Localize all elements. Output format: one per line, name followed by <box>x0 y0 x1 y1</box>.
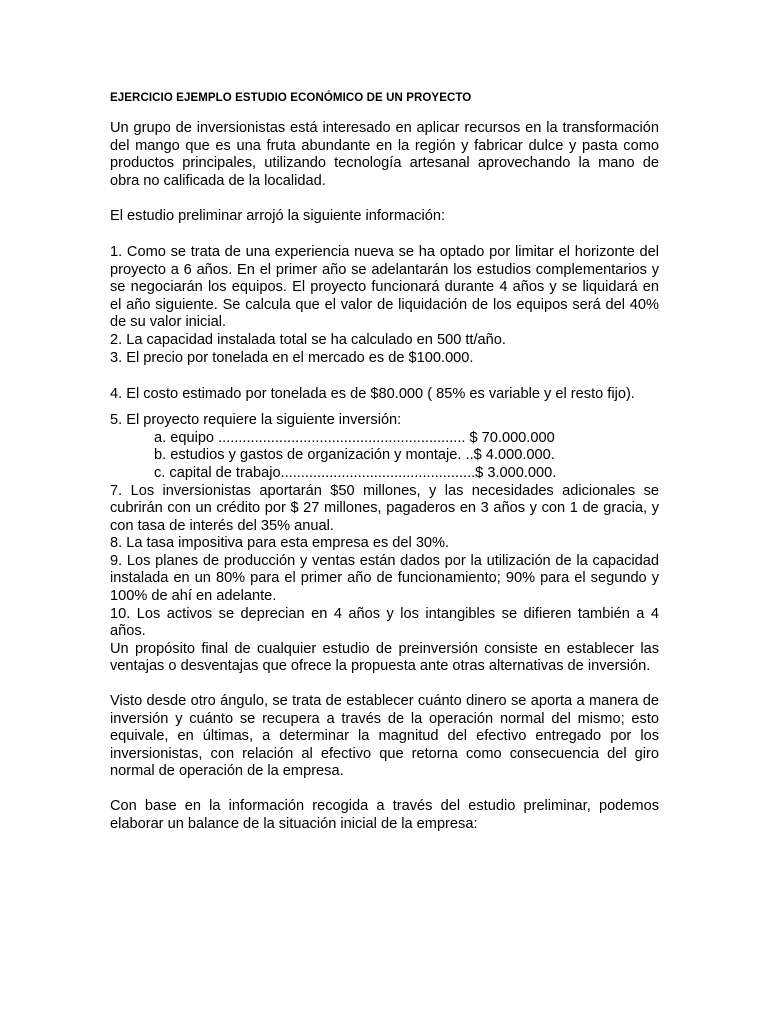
item-8: 8. La tasa impositiva para esta empresa es del 30%. <box>110 535 450 552</box>
investment-equipo: a. equipo ............................................................. $ 70.000.000 <box>154 429 555 446</box>
investment-capital: c. capital de trabajo................................................$ 3.000.000. <box>154 464 557 481</box>
angle-paragraph: Visto desde otro ángulo, se trata de establecer cuánto dinero se aporta a manera de inversión y cuánto se recupera a través de la operación normal del mismo; esto equivale, en últimas, a determinar la magnitud del efectivo entregado por los inversionistas, con relación al efectivo que retorna como consecuencia del giro normal de operación de la empresa. <box>110 693 659 780</box>
item-5: 5. El proyecto requiere la siguiente inversión: <box>110 412 402 429</box>
investment-estudios: b. estudios y gastos de organización y montaje. ..$ 4.000.000. <box>154 447 555 464</box>
preliminary-paragraph: El estudio preliminar arrojó la siguiente información: <box>110 208 446 225</box>
document-page <box>110 92 659 833</box>
document-title: EJERCICIO EJEMPLO ESTUDIO ECONÓMICO DE UN PROYECTO <box>110 92 472 104</box>
closing-paragraph: Con base en la información recogida a través del estudio preliminar, podemos elaborar un balance de la situación inicial de la empresa: <box>110 798 659 832</box>
item-4: 4. El costo estimado por tonelada es de $80.000 ( 85% es variable y el resto fijo). <box>110 386 635 403</box>
purpose-paragraph: Un propósito final de cualquier estudio de preinversión consiste en establecer las ventajas o desventajas que ofrece la propuesta ante otras alternativas de inversión. <box>110 640 659 675</box>
item-7: 7. Los inversionistas aportarán $50 millones, y las necesidades adicionales se cubrirán con un crédito por $ 27 millones, pagaderos en 3 años y con 1 de gracia, y con tasa de interés del 35% anual. <box>110 482 659 534</box>
item-1: 1. Como se trata de una experiencia nueva se ha optado por limitar el horizonte del proyecto a 6 años. En el primer año se adelantarán los estudios complementarios y se negociarán los equipos. El proyecto funcionará durante 4 años y se liquidará en el año siguiente. Se calcula que el valor de liquidación de los equipos será del 40% de su valor inicial. <box>110 243 659 331</box>
item-3: 3. El precio por tonelada en el mercado es de $100.000. <box>110 349 474 366</box>
intro-paragraph: Un grupo de inversionistas está interesado en aplicar recursos en la transformación del mango que es una fruta abundante en la región y fabricar dulce y pasta como productos principales, utilizando tecnología artesanal aprovechando la mano de obra no calificada de la localidad. <box>110 120 659 189</box>
item-9: 9. Los planes de producción y ventas están dados por la utilización de la capacidad instalada en un 80% para el primer año de funcionamiento; 90% para el segundo y 100% de ahí en adelante. <box>110 552 659 605</box>
item-2: 2. La capacidad instalada total se ha calculado en 500 tt/año. <box>110 331 506 348</box>
item-10: 10. Los activos se deprecian en 4 años y los intangibles se difieren también a 4 años. <box>110 605 659 640</box>
